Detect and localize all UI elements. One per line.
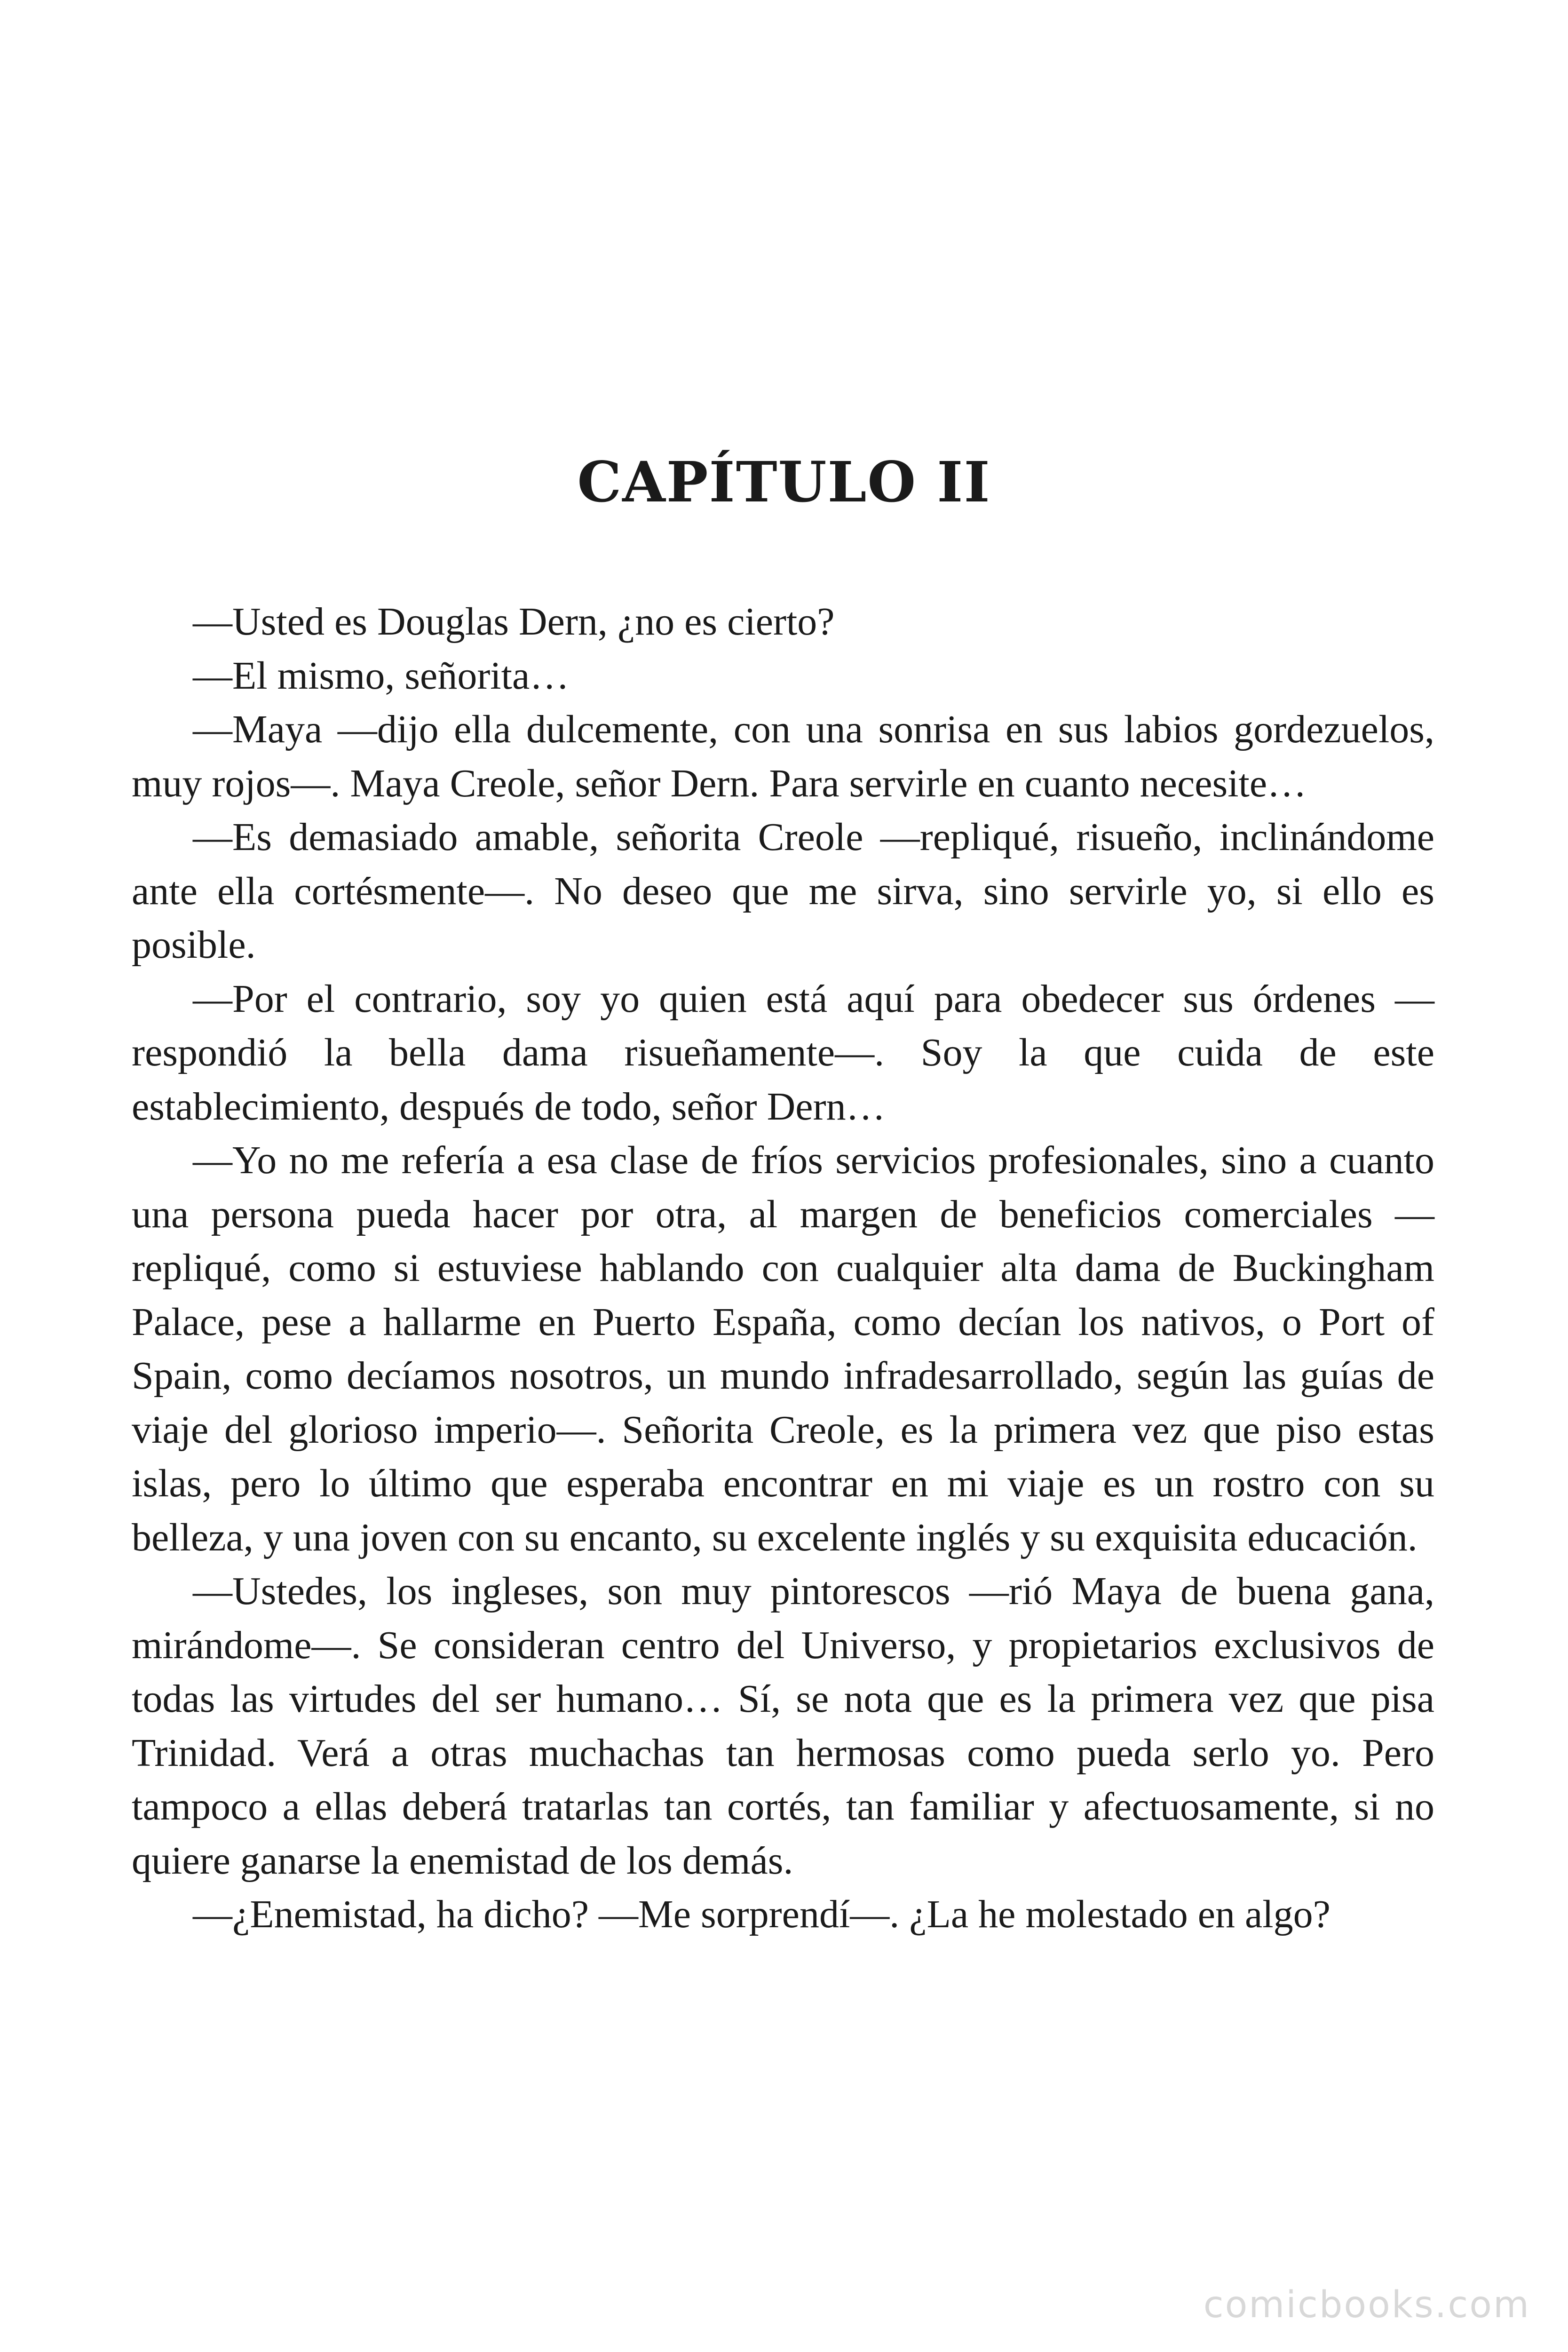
paragraph: —Es demasiado amable, señorita Creole —repliqué, risueño, inclinándome ante ella cortésmente—. No deseo que me sirva, sino servirle yo, si ello es posible. bbox=[132, 815, 1434, 967]
paragraph: —Ustedes, los ingleses, son muy pintorescos —rió Maya de buena gana, mirándome—. Se consideran centro del Universo, y propietarios exclusivos de todas las virtudes del ser humano… Sí, se nota que es la primera vez que pisa Trinidad. Verá a otras muchachas tan hermosas como pueda serlo yo. Pero tampoco a ellas deberá tratarlas tan cortés, tan familiar y afectuosamente, si no quiere ganarse la enemistad de los demás. bbox=[132, 1569, 1434, 1883]
chapter-body bbox=[132, 595, 1434, 1942]
paragraph: —El mismo, señorita… bbox=[193, 653, 570, 698]
paragraph: —Yo no me refería a esa clase de fríos servicios profesionales, sino a cuanto una persona pueda hacer por otra, al margen de beneficios comerciales —repliqué, como si estuviese hablando con cualquier alta dama de Buckingham Palace, pese a hallarme en Puerto España, como decían los nativos, o Port of Spain, como decíamos nosotros, un mundo infradesarrollado, según las guías de viaje del glorioso imperio—. Señorita Creole, es la primera vez que piso estas islas, pero lo último que esperaba encontrar en mi viaje es un rostro con su belleza, y una joven con su encanto, su excelente inglés y su exquisita educación. bbox=[132, 1138, 1434, 1559]
paragraph: —Maya —dijo ella dulcemente, con una sonrisa en sus labios gordezuelos, muy rojos—. Maya Creole, señor Dern. Para servirle en cuanto necesite… bbox=[132, 707, 1434, 805]
chapter-title: CAPÍTULO II bbox=[577, 449, 991, 515]
site-watermark: comicbooks.com bbox=[1203, 2284, 1530, 2326]
paragraph: —¿Enemistad, ha dicho? —Me sorprendí—. ¿La he molestado en algo? bbox=[193, 1892, 1330, 1936]
paragraph: —Usted es Douglas Dern, ¿no es cierto? bbox=[193, 600, 835, 644]
paragraph: —Por el contrario, soy yo quien está aquí para obedecer sus órdenes —respondió la bella dama risueñamente—. Soy la que cuida de este establecimiento, después de todo, señor Dern… bbox=[132, 977, 1434, 1128]
